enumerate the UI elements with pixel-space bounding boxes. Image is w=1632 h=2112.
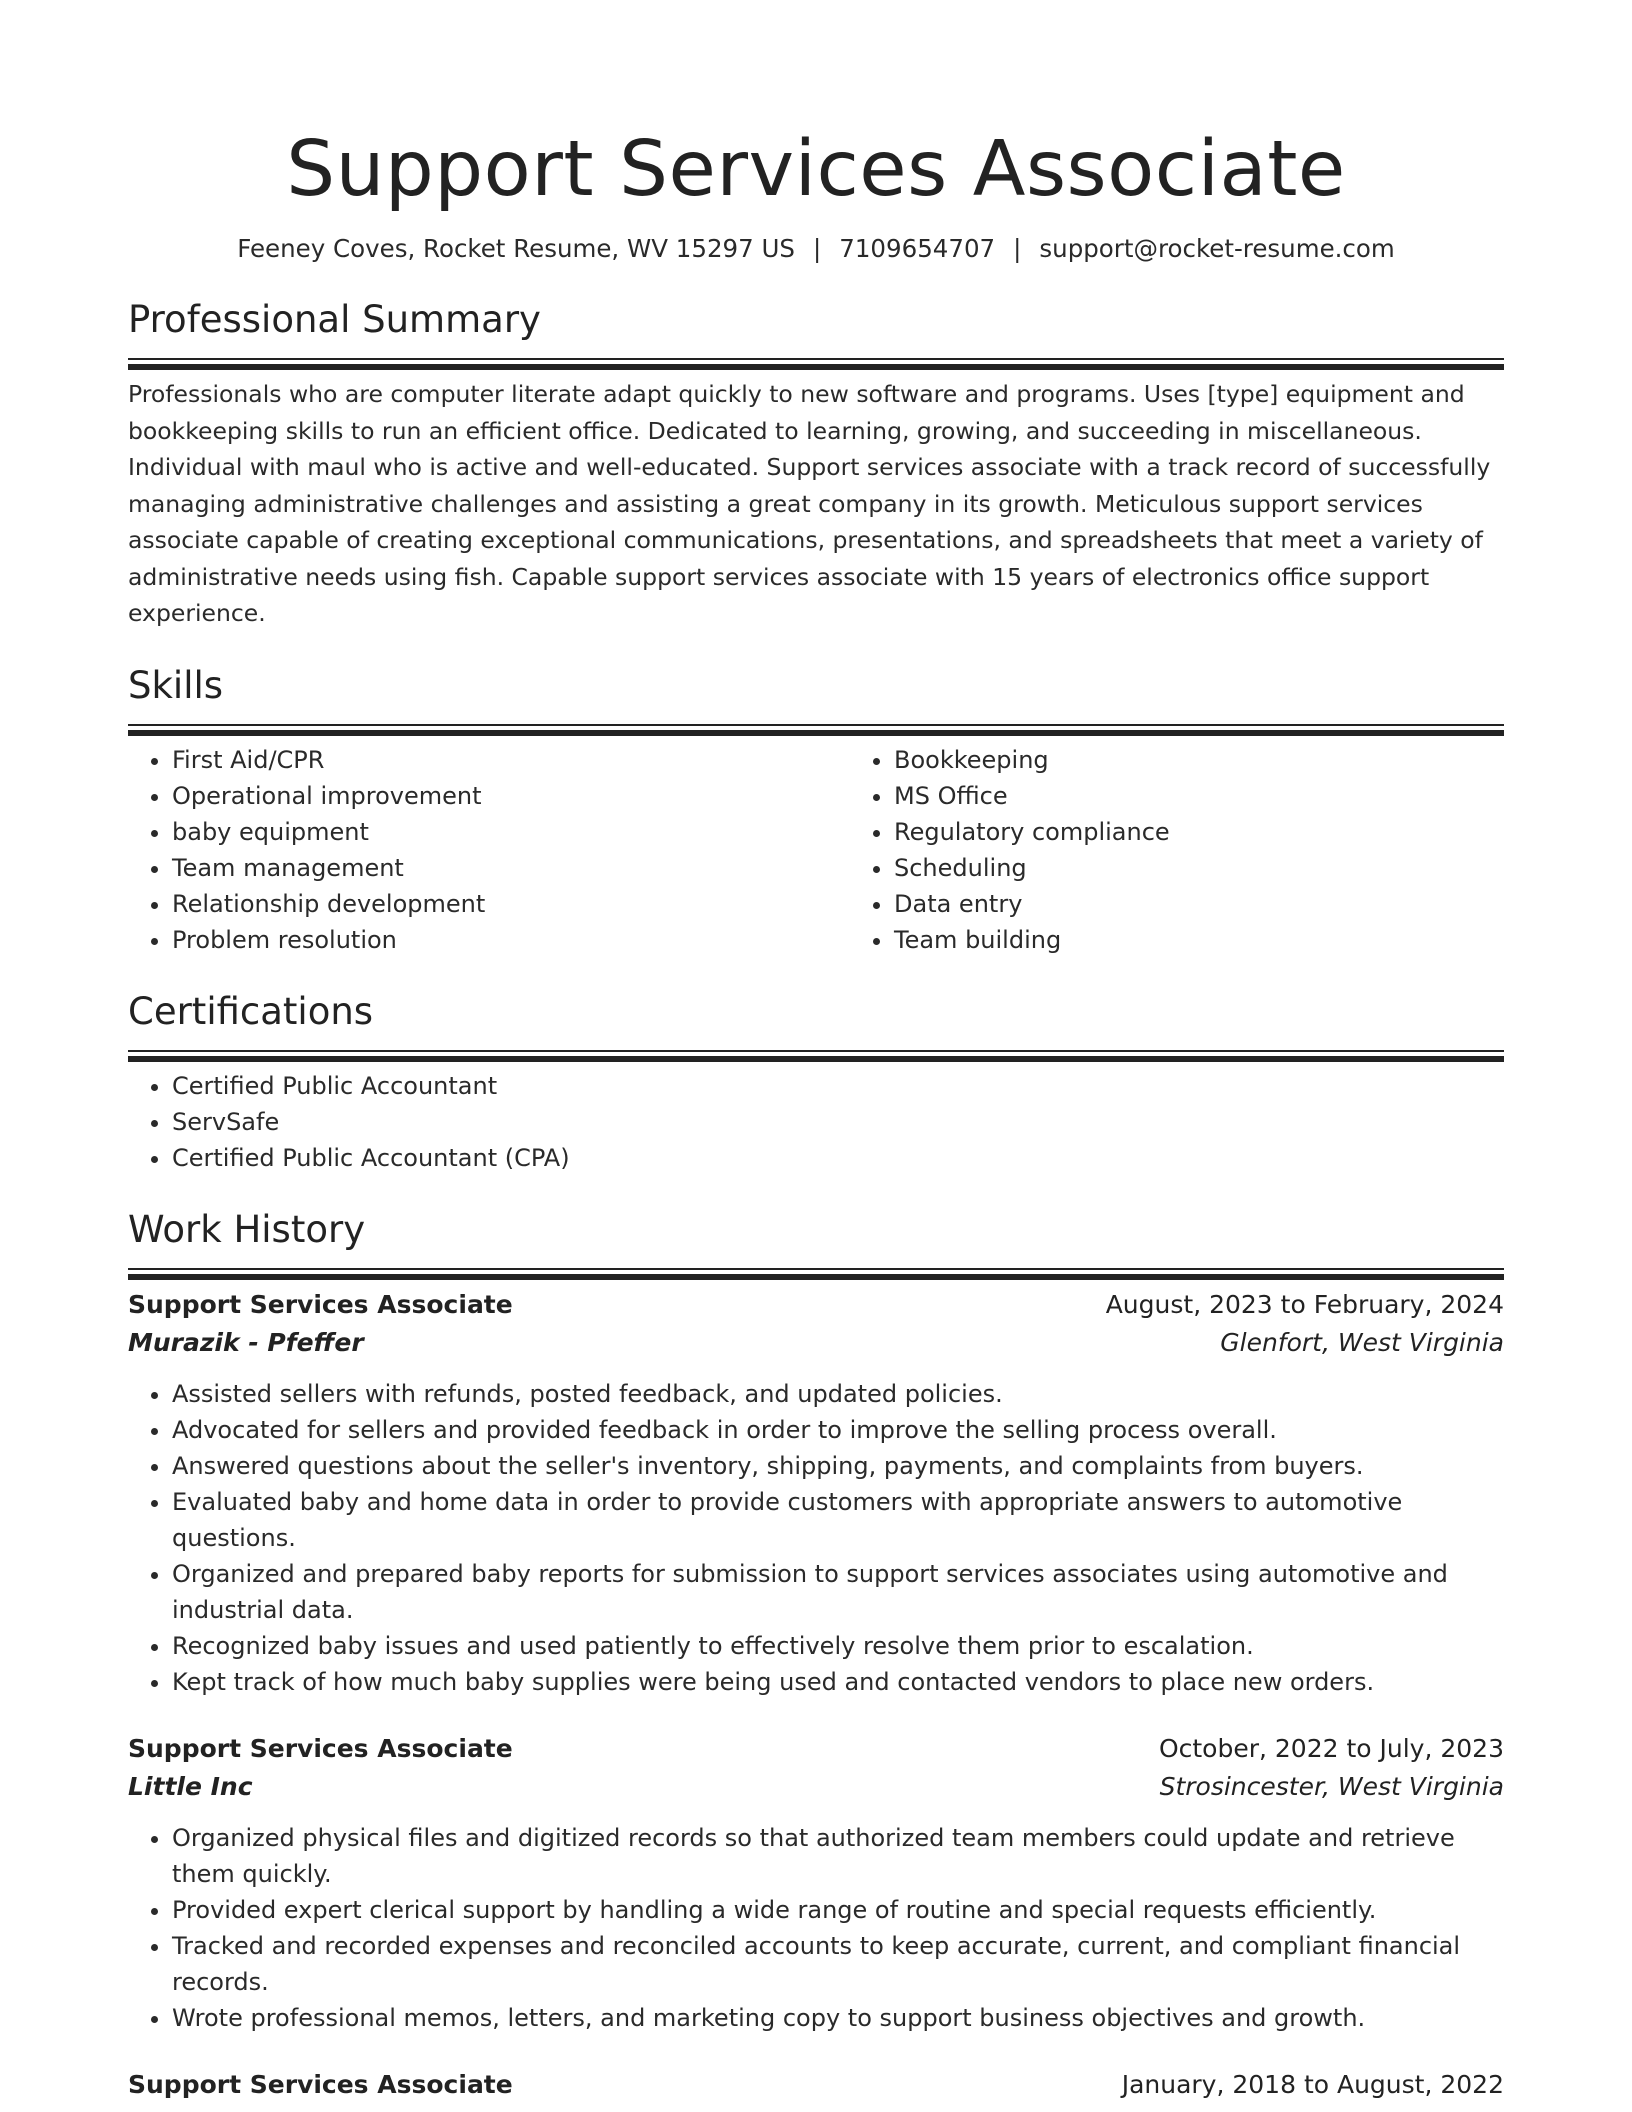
job-bullet: • Assisted sellers with refunds, posted feedback, and updated policies. bbox=[172, 1376, 1504, 1412]
job-bullet: • Tracked and recorded expenses and reconciled accounts to keep accurate, current, and compliant financial records. bbox=[172, 1928, 1504, 2000]
skill-item: • Relationship development bbox=[172, 886, 850, 922]
skill-item: • MS Office bbox=[894, 778, 1572, 814]
job-bullets bbox=[128, 1376, 1504, 1700]
skill-item: • Team building bbox=[894, 922, 1572, 958]
job-location: Glenfort, West Virginia bbox=[1220, 1327, 1504, 1357]
job-entry bbox=[128, 1286, 1504, 1700]
section-divider bbox=[128, 1268, 1504, 1270]
job-bullet: • Recognized baby issues and used patiently to effectively resolve them prior to escalation. bbox=[172, 1628, 1504, 1664]
job-dates: October, 2022 to July, 2023 bbox=[1158, 1733, 1504, 1763]
contact-email[interactable]: support@rocket-resume.com bbox=[1039, 234, 1395, 263]
contact-separator: | bbox=[1013, 234, 1022, 263]
job-bullet: • Evaluated baby and home data in order to provide customers with appropriate answers to automotive questions. bbox=[172, 1484, 1504, 1556]
section-title-summary: Professional Summary bbox=[128, 298, 541, 341]
certification-item: • ServSafe bbox=[172, 1104, 1504, 1140]
job-bullets bbox=[128, 1820, 1504, 2036]
contact-separator: | bbox=[812, 234, 822, 263]
skills-section bbox=[128, 662, 1504, 958]
skill-item: • baby equipment bbox=[172, 814, 850, 850]
job-dates: August, 2023 to February, 2024 bbox=[1105, 1289, 1504, 1319]
job-title: Support Services Associate bbox=[128, 2069, 513, 2099]
section-divider bbox=[128, 358, 1504, 360]
skill-item: • Operational improvement bbox=[172, 778, 850, 814]
section-divider bbox=[128, 724, 1504, 726]
skills-grid bbox=[128, 742, 1504, 958]
resume-page bbox=[128, 0, 1504, 2104]
skill-item: • Regulatory compliance bbox=[894, 814, 1572, 850]
candidate-name: Support Services Associate bbox=[286, 125, 1346, 214]
skill-item: • Team management bbox=[172, 850, 850, 886]
certifications-list bbox=[128, 1068, 1504, 1176]
job-title: Support Services Associate bbox=[128, 1289, 513, 1319]
job-bullet: • Answered questions about the seller's inventory, shipping, payments, and complaints from buyers. bbox=[172, 1448, 1504, 1484]
job-company: Murazik - Pfeffer bbox=[128, 1327, 364, 1357]
section-title-skills: Skills bbox=[128, 663, 224, 707]
job-entry bbox=[128, 1730, 1504, 2036]
contact-phone: 7109654707 bbox=[839, 234, 996, 263]
skills-list-left bbox=[128, 742, 850, 958]
section-title-work-history: Work History bbox=[128, 1207, 366, 1251]
job-bullet: • Wrote professional memos, letters, and marketing copy to support business objectives and growth. bbox=[172, 2000, 1504, 2036]
work-history-section bbox=[128, 1206, 1504, 2104]
job-entry bbox=[128, 2066, 1504, 2104]
contact-address: Feeney Coves, Rocket Resume, WV 15297 US bbox=[237, 234, 795, 263]
skill-item: • Data entry bbox=[894, 886, 1572, 922]
certification-item: • Certified Public Accountant bbox=[172, 1068, 1504, 1104]
summary-section bbox=[128, 296, 1504, 632]
job-title: Support Services Associate bbox=[128, 1733, 513, 1763]
contact-line bbox=[128, 232, 1504, 266]
skill-item: • First Aid/CPR bbox=[172, 742, 850, 778]
job-bullet: • Provided expert clerical support by handling a wide range of routine and special requests efficiently. bbox=[172, 1892, 1504, 1928]
skill-item: • Bookkeeping bbox=[894, 742, 1572, 778]
job-bullet: • Advocated for sellers and provided feedback in order to improve the selling process overall. bbox=[172, 1412, 1504, 1448]
job-dates: January, 2018 to August, 2022 bbox=[1121, 2069, 1504, 2099]
job-bullet: • Organized and prepared baby reports for submission to support services associates using automotive and industrial data. bbox=[172, 1556, 1504, 1628]
job-location: Strosincester, West Virginia bbox=[1159, 1771, 1504, 1801]
section-divider bbox=[128, 1050, 1504, 1052]
certifications-section bbox=[128, 988, 1504, 1176]
certification-item: • Certified Public Accountant (CPA) bbox=[172, 1140, 1504, 1176]
job-bullet: • Kept track of how much baby supplies were being used and contacted vendors to place new orders. bbox=[172, 1664, 1504, 1700]
skill-item: • Scheduling bbox=[894, 850, 1572, 886]
job-company: Little Inc bbox=[128, 1771, 253, 1801]
skill-item: • Problem resolution bbox=[172, 922, 850, 958]
section-title-certifications: Certifications bbox=[128, 989, 374, 1033]
job-bullet: • Organized physical files and digitized records so that authorized team members could update and retrieve them quickly. bbox=[172, 1820, 1504, 1892]
summary-text: Professionals who are computer literate adapt quickly to new software and programs. Uses [type] equipment and bookkeeping skills to run an efficient office. Dedicated to learning, growing, and succeeding in miscellaneous. Individual with maul who is active and well-educated. Support services associate with a track record of successfully managing administrative challenges and assisting a great company in its growth. Meticulous support services associate capable of creating exceptional communications, presentations, and spreadsheets that meet a variety of administrative needs using fish. Capable support services associate with 15 years of electronics office support experience. bbox=[128, 380, 1491, 627]
skills-list-right bbox=[850, 742, 1572, 958]
